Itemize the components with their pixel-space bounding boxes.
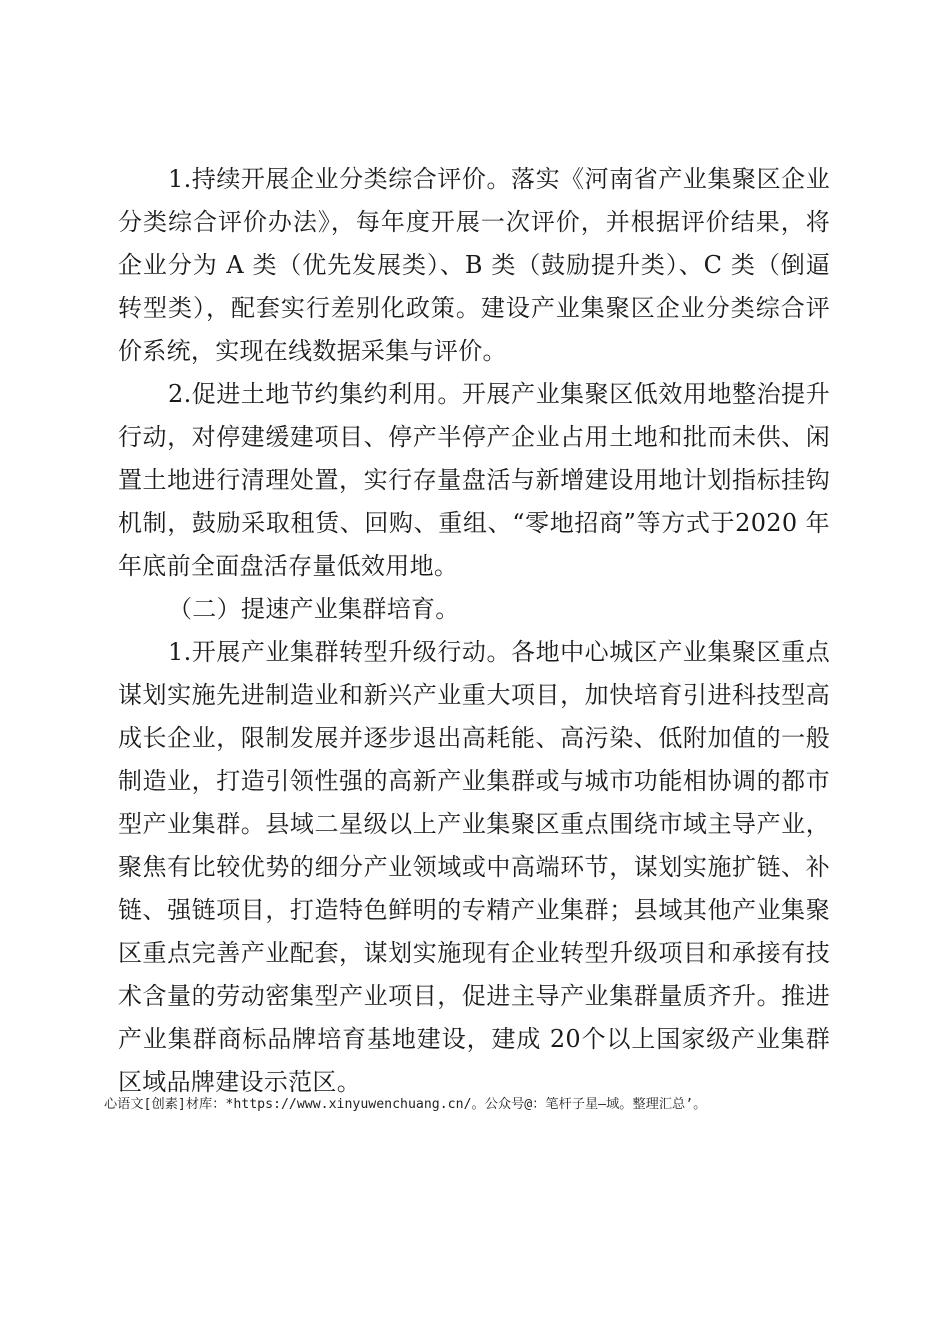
paragraph-enterprise-evaluation: 1.持续开展企业分类综合评价。落实《河南省产业集聚区企业分类综合评价办法》，每年度开展一次评价，并根据评价结果，将企业分为 A 类（优先发展类）、B 类（鼓励提升类）、C 类（倒逼转型类），配套实行差别化政策。建设产业集聚区企业分类综合评价系统，实现在线数据采集与评价。 (118, 165, 830, 365)
paragraph-land-utilization: 2.促进土地节约集约利用。开展产业集聚区低效用地整治提升行动，对停建缓建项目、停产半停产企业占用土地和批而未供、闲置土地进行清理处置，实行存量盘活与新增建设用地计划指标挂钩机制，鼓励采取租赁、回购、重组、“零地招商”等方式于2020 年年底前全面盘活存量低效用地。 (118, 380, 830, 580)
paragraph-cluster-upgrade: 1.开展产业集群转型升级行动。各地中心城区产业集聚区重点谋划实施先进制造业和新兴产业重大项目，加快培育引进科技型高成长企业，限制发展并逐步退出高耗能、高污染、低附加值的一般制造业，打造引领性强的高新产业集群或与城市功能相协调的都市型产业集群。县域二星级以上产业集聚区重点围绕市域主导产业，聚焦有比较优势的细分产业领域或中高端环节，谋划实施扩链、补链、强链项目，打造特色鲜明的专精产业集群；县域其他产业集聚区重点完善产业配套，谋划实施现有企业转型升级项目和承接有技术含量的劳动密集型产业项目，促进主导产业集群量质齐升。推进产业集群商标品牌培育基地建设，建成 20个以上国家级产业集群区域品牌建设示范区。 (118, 638, 830, 1096)
source-footnote: 心语文[创素]材库：*https://www.xinyuwenchuang.cn/。公众号@：笔杆子星—域。整理汇总’。 (104, 1097, 707, 1112)
section-heading-industry-clusters: （二）提速产业集群培育。 (168, 595, 460, 623)
document-body (118, 158, 830, 1104)
